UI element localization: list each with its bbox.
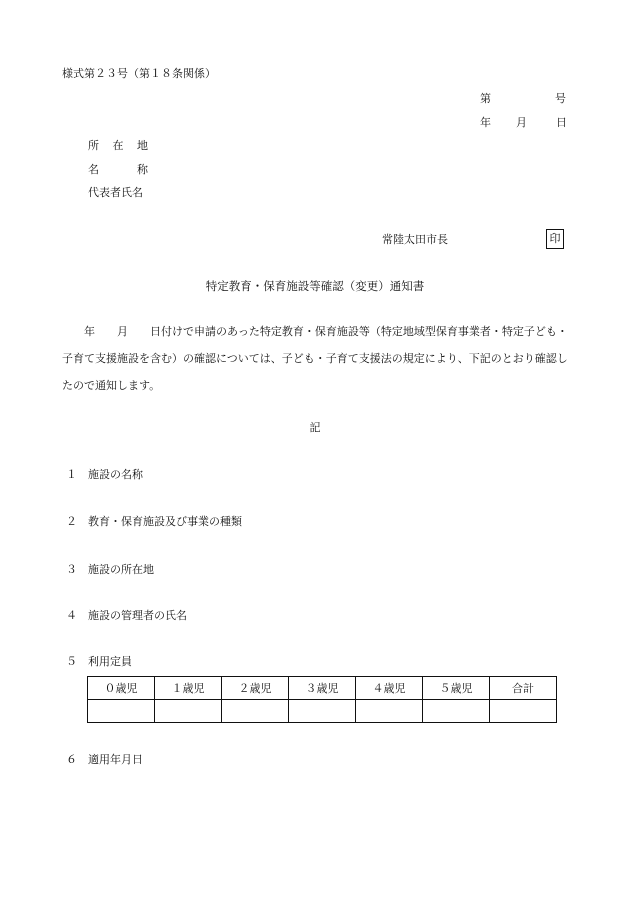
ki-heading: 記	[309, 421, 321, 434]
recipient-name-label: 名 称	[88, 163, 148, 176]
capacity-table	[87, 676, 557, 723]
table-cell	[289, 700, 356, 723]
table-cell	[88, 700, 155, 723]
notice-body	[62, 318, 572, 399]
date-day: 日	[556, 116, 567, 129]
table-header-cell: ２歳児	[222, 677, 289, 700]
official-seal: 印	[546, 229, 564, 249]
body-month: 月	[117, 325, 128, 338]
table-header-cell: ３歳児	[289, 677, 356, 700]
doc-number-prefix: 第	[480, 92, 491, 105]
document-number	[480, 91, 566, 107]
table-header-cell: １歳児	[155, 677, 222, 700]
table-header-cell: ５歳児	[423, 677, 490, 700]
recipient-location-label: 所 在 地	[88, 139, 148, 152]
list-item: ３ 施設の所在地	[66, 563, 154, 576]
list-item: １ 施設の名称	[66, 468, 143, 481]
list-item: ２ 教育・保育施設及び事業の種類	[66, 515, 242, 528]
recipient-representative-label: 代表者氏名	[88, 186, 143, 199]
body-year: 年	[84, 325, 95, 338]
table-header-cell: ４歳児	[356, 677, 423, 700]
table-row	[88, 700, 557, 723]
table-header-cell: 合計	[490, 677, 557, 700]
doc-number-suffix: 号	[555, 92, 566, 105]
table-header-cell: ０歳児	[88, 677, 155, 700]
date-month: 月	[516, 116, 527, 129]
issuer-title: 常陸太田市長	[382, 233, 448, 246]
list-item: ６ 適用年月日	[66, 753, 143, 766]
table-cell	[423, 700, 490, 723]
table-cell	[222, 700, 289, 723]
list-item: ５ 利用定員	[66, 655, 132, 668]
form-number: 様式第２３号（第１８条関係）	[62, 67, 216, 80]
document-title: 特定教育・保育施設等確認（変更）通知書	[205, 279, 425, 293]
table-cell	[356, 700, 423, 723]
table-cell	[490, 700, 557, 723]
body-text: 日付けで申請のあった特定教育・保育施設等（特定地域型保育事業者・特定子ども・子育て支援施設を含む）の確認については、子ども・子育て支援法の規定により、下記のとおり確認したので通知します。	[62, 325, 568, 392]
table-header-row	[88, 677, 557, 700]
list-item: ４ 施設の管理者の氏名	[66, 609, 187, 622]
date-year: 年	[480, 116, 491, 129]
table-cell	[155, 700, 222, 723]
